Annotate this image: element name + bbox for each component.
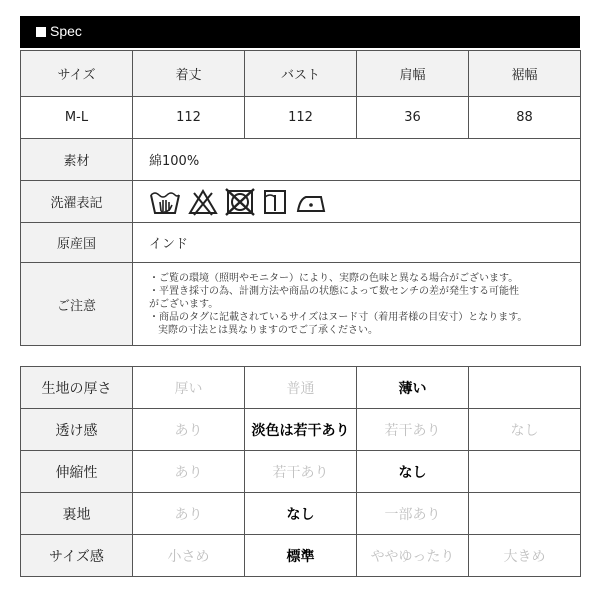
attribute-table	[20, 366, 581, 577]
option	[469, 493, 581, 535]
selected-option: 標準	[245, 535, 357, 577]
care-row	[21, 181, 581, 223]
selected-option: なし	[357, 451, 469, 493]
length-value: 112	[133, 97, 245, 139]
option: 若干あり	[357, 409, 469, 451]
size-fit-row	[21, 535, 581, 577]
origin-label: 原産国	[21, 223, 133, 263]
option: 大きめ	[469, 535, 581, 577]
bust-value: 112	[245, 97, 357, 139]
fabric-thickness-label: 生地の厚さ	[21, 367, 133, 409]
square-icon	[36, 27, 46, 37]
transparency-row	[21, 409, 581, 451]
transparency-label: 透け感	[21, 409, 133, 451]
spec-header-bar	[20, 16, 580, 48]
option: あり	[133, 409, 245, 451]
notice-line: がございます。	[149, 298, 219, 310]
size-header-row	[21, 51, 581, 97]
material-row	[21, 139, 581, 181]
notice-text	[133, 263, 581, 346]
origin-value: インド	[133, 223, 581, 263]
lining-row	[21, 493, 581, 535]
no-tumble-dry-icon	[225, 187, 255, 217]
hem-value: 88	[469, 97, 581, 139]
shoulder-header: 肩幅	[357, 51, 469, 97]
fabric-thickness-row	[21, 367, 581, 409]
selected-option: 淡色は若干あり	[245, 409, 357, 451]
size-value: M-L	[21, 97, 133, 139]
stretch-label: 伸縮性	[21, 451, 133, 493]
notice-line: ・平置き採寸の為、計測方法や商品の状態によって数センチの差が発生する可能性	[149, 285, 519, 297]
bust-header: バスト	[245, 51, 357, 97]
material-label: 素材	[21, 139, 133, 181]
care-label: 洗濯表記	[21, 181, 133, 223]
no-bleach-icon	[188, 187, 218, 217]
option: ややゆったり	[357, 535, 469, 577]
lining-label: 裏地	[21, 493, 133, 535]
selected-option: 薄い	[357, 367, 469, 409]
drip-dry-icon	[262, 187, 288, 217]
option	[469, 451, 581, 493]
spec-table	[20, 50, 581, 346]
notice-line: ・ご覧の環境（照明やモニター）により、実際の色味と異なる場合がございます。	[149, 272, 519, 284]
notice-label: ご注意	[21, 263, 133, 346]
material-value: 綿100%	[133, 139, 581, 181]
shoulder-value: 36	[357, 97, 469, 139]
option: あり	[133, 493, 245, 535]
iron-low-icon	[295, 187, 327, 217]
size-header-label: サイズ	[21, 51, 133, 97]
option: 厚い	[133, 367, 245, 409]
option	[469, 367, 581, 409]
origin-row	[21, 223, 581, 263]
stretch-row	[21, 451, 581, 493]
notice-line: 実際の寸法とは異なりますのでご了承ください。	[158, 324, 378, 336]
option: 一部あり	[357, 493, 469, 535]
care-icons	[133, 181, 581, 223]
selected-option: なし	[245, 493, 357, 535]
spec-title: Spec	[50, 23, 82, 39]
option: あり	[133, 451, 245, 493]
option: 普通	[245, 367, 357, 409]
length-header: 着丈	[133, 51, 245, 97]
option: なし	[469, 409, 581, 451]
hem-header: 裾幅	[469, 51, 581, 97]
size-fit-label: サイズ感	[21, 535, 133, 577]
notice-line: ・商品のタグに記載されているサイズはヌード寸（着用者様の目安寸）となります。	[149, 311, 528, 323]
option: 若干あり	[245, 451, 357, 493]
option: 小さめ	[133, 535, 245, 577]
size-value-row	[21, 97, 581, 139]
hand-wash-icon	[149, 187, 181, 217]
notice-row	[21, 263, 581, 346]
